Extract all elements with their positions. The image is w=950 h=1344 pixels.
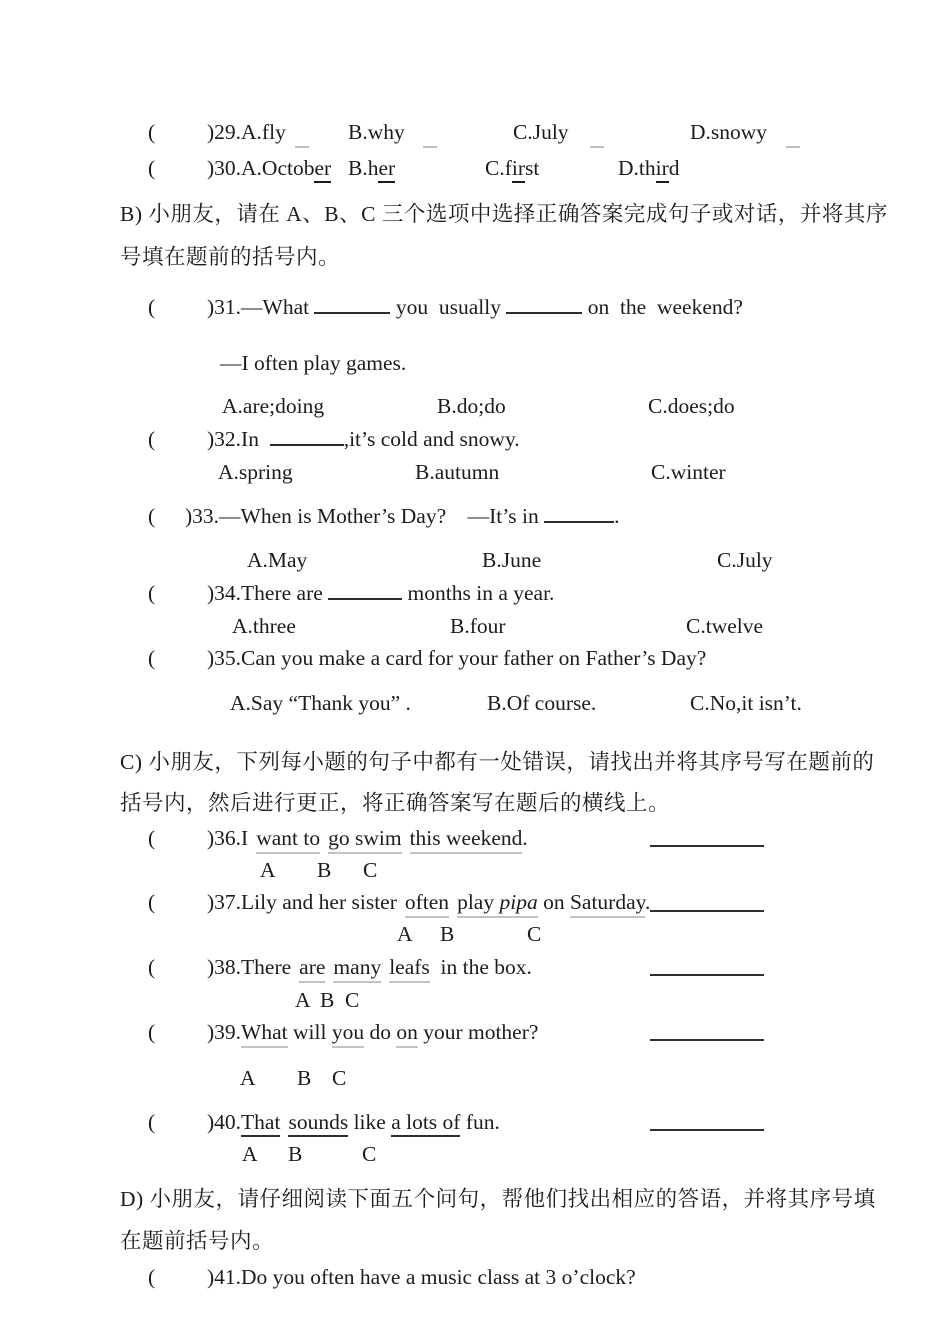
underlined-part-c: on [396,1020,418,1048]
fill-blank [544,506,614,523]
underlined-part-b: many [333,955,381,983]
correction-blank [650,910,764,912]
underlined-letters: er [314,156,331,183]
answer-bracket: ( [148,156,156,180]
question-37-sentence: )37.Lily and her sister often play pipa on Saturday. [207,888,650,916]
underline-mark [295,146,309,148]
underline-mark [423,146,437,148]
q38-label-c: C [345,988,360,1012]
answer-bracket: ( [148,826,156,850]
q34-option-b: B.four [450,614,506,638]
correction-blank [650,1039,764,1041]
underlined-part-c: this weekend [410,826,523,854]
q36-label-c: C [363,858,378,882]
q31-option-b: B.do;do [437,394,506,418]
fill-blank [506,297,582,314]
q36-label-a: A [260,858,276,882]
q37-label-a: A [397,922,413,946]
underlined-part-b: play pipa [457,890,538,918]
section-c-header-line1: C) 小朋友，下列每小题的句子中都有一处错误，请找出并将其序号写在题前的 [120,750,875,774]
q29-option-b: B.why [348,120,405,144]
section-d-header-line2: 在题前括号内。 [120,1229,275,1253]
answer-bracket: ( [148,295,156,319]
q40-label-c: C [362,1142,377,1166]
answer-bracket: ( [148,581,156,605]
q37-label-c: C [527,922,542,946]
q40-label-a: A [242,1142,258,1166]
italic-word-pipa: pipa [499,890,538,914]
q39-label-c: C [332,1066,347,1090]
question-39-sentence: )39.What will you do on your mother? [207,1018,538,1046]
correction-blank [650,974,764,976]
q30-option-d: D.third [618,154,680,182]
q39-label-a: A [240,1066,256,1090]
q33-option-c: C.July [717,548,773,572]
answer-bracket: ( [148,890,156,914]
question-36-sentence: )36.I want to go swim this weekend. [207,824,528,852]
underlined-part-b: go swim [328,826,401,854]
underlined-letters: ir [512,156,525,183]
q36-label-b: B [317,858,332,882]
question-40-sentence: )40.That sounds like a lots of fun. [207,1108,500,1136]
fill-blank [270,429,344,446]
underlined-part-b: sounds [288,1110,348,1137]
q30-option-c: C.first [485,154,539,182]
answer-bracket: ( [148,1110,156,1134]
question-34-sentence: )34.There are months in a year. [207,581,555,605]
q37-label-b: B [440,922,455,946]
question-33-sentence: )33.—When is Mother’s Day? —It’s in . [185,504,620,528]
question-38-sentence: )38.There are many leafs in the box. [207,953,532,981]
q33-option-b: B.June [482,548,542,572]
underline-mark [786,146,800,148]
question-31-reply: —I often play games. [220,351,407,375]
section-b-header-line1: B) 小朋友，请在 A、B、C 三个选项中选择正确答案完成句子或对话，并将其序 [120,202,888,226]
underlined-part-c: Saturday [570,890,645,918]
underlined-part-c: a lots of [391,1110,460,1137]
section-c-header-line2: 括号内，然后进行更正，将正确答案写在题后的横线上。 [120,791,671,815]
underlined-part-a: What [241,1020,288,1048]
question-32-sentence: )32.In ,it’s cold and snowy. [207,427,520,451]
question-31-sentence: )31.—What you usually on the weekend? [207,295,743,319]
q34-option-c: C.twelve [686,614,764,638]
q32-option-c: C.winter [651,460,726,484]
q38-label-a: A [295,988,311,1012]
correction-blank [650,845,764,847]
q35-option-a: A.Say “Thank you” . [230,691,411,715]
q33-option-a: A.May [247,548,308,572]
answer-bracket: ( [148,427,156,451]
correction-blank [650,1129,764,1131]
question-41-sentence: )41.Do you often have a music class at 3 o’clock? [207,1265,636,1289]
q30-option-a: )30.A.October [207,154,331,182]
answer-bracket: ( [148,955,156,979]
q30-option-b: B.her [348,154,395,182]
section-d-header-line1: D) 小朋友，请仔细阅读下面五个问句，帮他们找出相应的答语，并将其序号填 [120,1187,876,1211]
answer-bracket: ( [148,1020,156,1044]
answer-bracket: ( [148,646,156,670]
q38-label-b: B [320,988,335,1012]
underlined-part-a: are [299,955,325,983]
underlined-part-b: you [332,1020,364,1048]
q32-option-a: A.spring [218,460,293,484]
q29-option-c: C.July [513,120,569,144]
fill-blank [314,297,390,314]
q31-option-c: C.does;do [648,394,735,418]
answer-bracket: ( [148,1265,156,1289]
underlined-letters: ir [656,156,669,183]
q29-option-d: D.snowy [690,120,768,144]
q31-option-a: A.are;doing [222,394,325,418]
underlined-part-a: That [241,1110,280,1137]
q39-label-b: B [297,1066,312,1090]
fill-blank [328,583,402,600]
underlined-part-a: want to [256,826,320,854]
underlined-part-a: often [405,890,449,918]
q40-label-b: B [288,1142,303,1166]
underlined-part-c: leafs [389,955,430,983]
q34-option-a: A.three [232,614,296,638]
answer-bracket: ( [148,120,156,144]
answer-bracket: ( [148,504,156,528]
q35-option-b: B.Of course. [487,691,597,715]
underlined-letters: er [378,156,395,183]
q29-option-a: )29.A.fly [207,120,286,144]
question-35-sentence: )35.Can you make a card for your father on Father’s Day? [207,646,707,670]
underline-mark [590,146,604,148]
section-b-header-line2: 号填在题前的括号内。 [120,245,341,269]
q35-option-c: C.No,it isn’t. [690,691,802,715]
q32-option-b: B.autumn [415,460,500,484]
